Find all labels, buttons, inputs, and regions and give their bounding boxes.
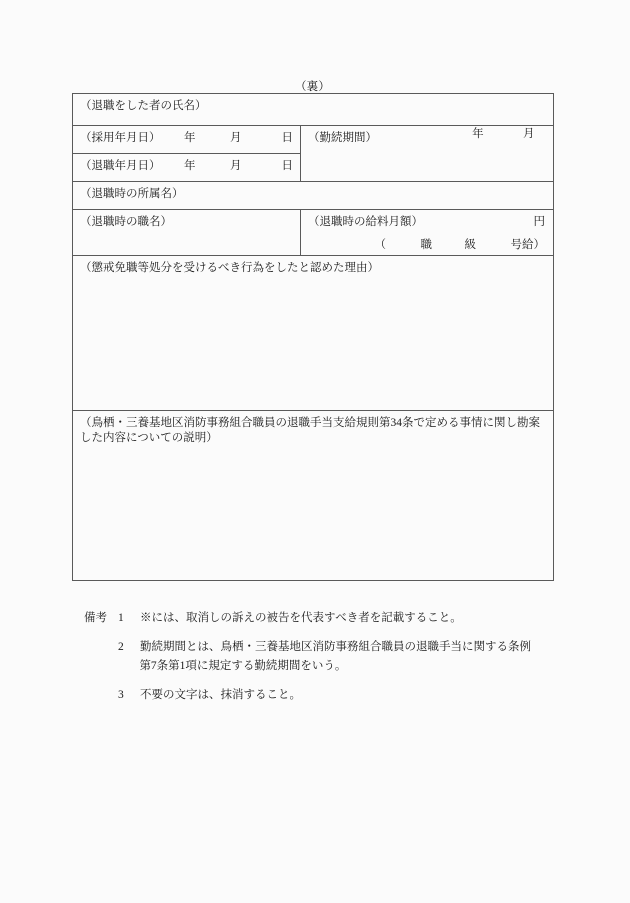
salary-grade-line <box>301 230 553 253</box>
cell-service-period[interactable] <box>301 126 554 182</box>
cell-department[interactable] <box>73 182 554 210</box>
retirement-allowance-form-table <box>72 93 554 581</box>
remarks-text-2-continuation: 第7条第1項に規定する勤続期間をいう。 <box>139 660 347 672</box>
table-row-hire-date <box>73 126 554 154</box>
remarks-item-1 <box>72 609 572 629</box>
table-row-consideration <box>73 411 554 581</box>
retiree-name-label: （退職をした者の氏名） <box>80 100 207 112</box>
hire-date-month-unit: 月 <box>230 132 242 144</box>
cell-job-title[interactable] <box>73 210 301 256</box>
service-period-year-unit: 年 <box>472 128 484 140</box>
salary-grade-open-paren: （ <box>374 239 386 251</box>
cell-reason[interactable] <box>73 256 554 411</box>
hire-date-year-unit: 年 <box>184 132 196 144</box>
remarks-text-3: 不要の文字は、抹消すること。 <box>140 688 301 701</box>
remarks-item-2 <box>72 638 572 677</box>
consideration-label: （鳥栖・三養基地区消防事務組合職員の退職手当支給規則第34条で定める事情に関し勘案した内容についての説明） <box>80 417 540 444</box>
remarks-number-3: 3 <box>118 688 124 701</box>
retire-date-month-unit: 月 <box>230 160 242 172</box>
service-period-label: （勤続期間） <box>308 132 377 144</box>
hire-date-line <box>73 126 300 150</box>
hire-date-day-unit: 日 <box>281 132 293 144</box>
cell-consideration[interactable] <box>73 411 554 581</box>
remarks-item-3 <box>72 686 572 706</box>
table-row-reason <box>73 256 554 411</box>
remarks-text-2-wrap <box>140 638 572 677</box>
cell-monthly-salary[interactable] <box>301 210 554 256</box>
sheet-side-label: （裏） <box>294 81 331 93</box>
retire-date-day-unit: 日 <box>281 160 293 172</box>
remarks-number-1: 1 <box>118 612 124 624</box>
salary-grade-shoku-label: 職 <box>420 239 432 251</box>
cell-retire-date[interactable] <box>73 154 301 182</box>
retire-date-line <box>73 154 300 178</box>
table-row-retiree-name <box>73 94 554 126</box>
table-row-job-title-salary <box>73 210 554 256</box>
cell-hire-date[interactable] <box>73 126 301 154</box>
monthly-salary-line <box>301 210 553 230</box>
service-period-month-unit: 月 <box>523 128 535 140</box>
monthly-salary-label: （退職時の給料月額） <box>308 216 423 228</box>
reason-label: （懲戒免職等処分を受けるべき行為をしたと認めた理由） <box>80 262 379 274</box>
hire-date-label: （採用年月日） <box>80 132 161 144</box>
remarks-text-2: 勤続期間とは、鳥栖・三養基地区消防事務組合職員の退職手当に関する条例 <box>140 640 531 653</box>
monthly-salary-currency-unit: 円 <box>533 216 545 228</box>
salary-grade-gou-label: 号給） <box>510 239 545 251</box>
remarks-heading: 備考 <box>84 612 107 624</box>
remarks-text-1: ※には、取消しの訴えの被告を代表すべき者を記載すること。 <box>140 612 462 624</box>
service-period-wrap <box>301 126 553 146</box>
job-title-label: （退職時の職名） <box>80 216 172 228</box>
retire-date-label: （退職年月日） <box>80 160 161 172</box>
retire-date-year-unit: 年 <box>184 160 196 172</box>
remarks-number-2: 2 <box>118 640 124 653</box>
cell-retiree-name[interactable] <box>73 94 554 126</box>
remarks-block <box>72 609 572 705</box>
table-row-department <box>73 182 554 210</box>
service-period-units <box>472 127 545 142</box>
department-label: （退職時の所属名） <box>80 188 184 200</box>
salary-grade-kyu-label: 級 <box>464 239 476 251</box>
